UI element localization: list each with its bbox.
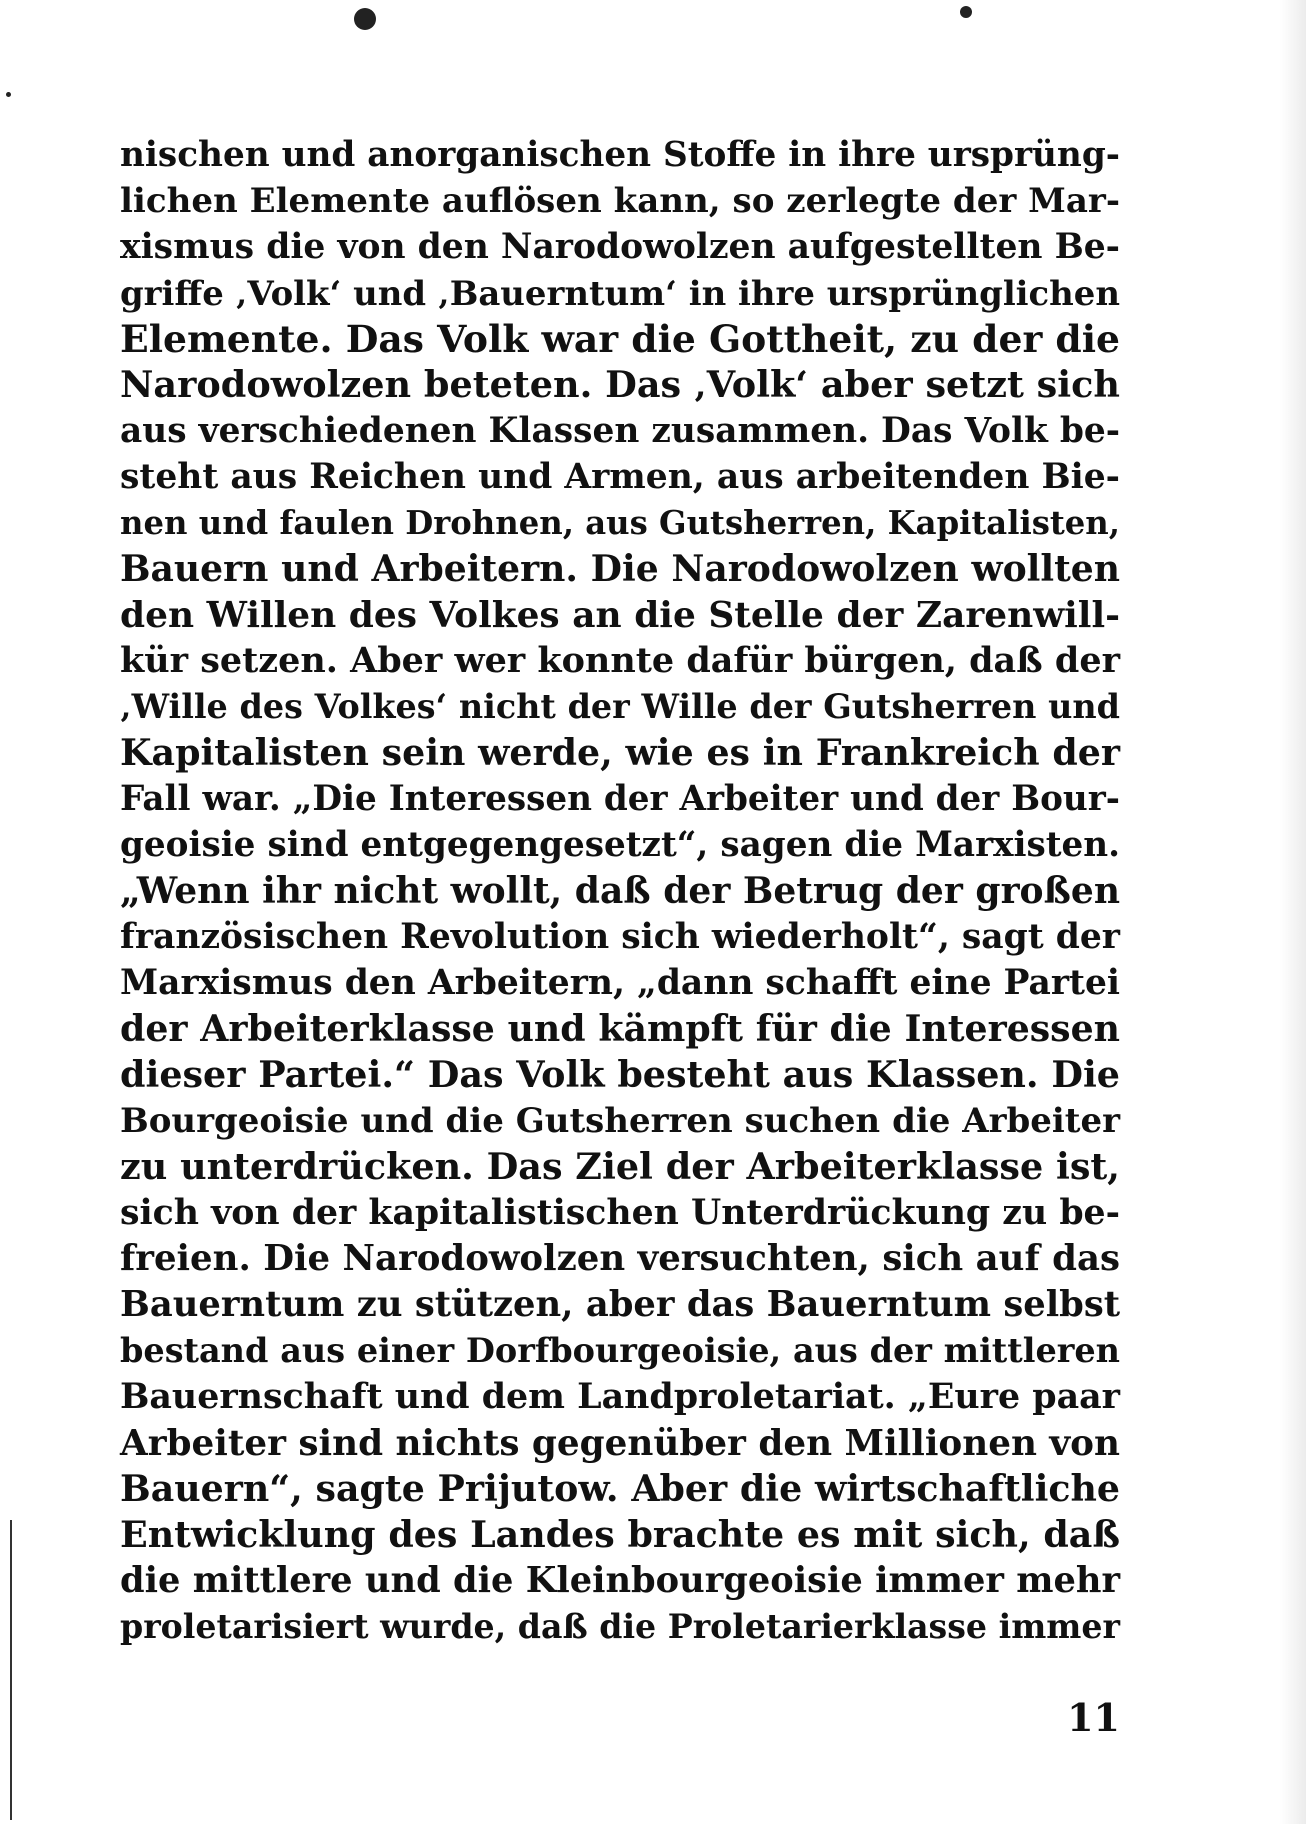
- page-edge-shadow: [1280, 0, 1306, 1824]
- text-line: ‚Wille des Volkes‘ nicht der Wille der Gutsherren und: [120, 687, 1120, 726]
- scan-speck: [6, 92, 11, 97]
- text-line: Marxismus den Arbeitern, „dann schafft eine Partei: [120, 963, 1120, 1003]
- text-line: aus verschiedenen Klassen zusammen. Das Volk be-: [120, 411, 1120, 451]
- text-line: den Willen des Volkes an die Stelle der Zarenwill-: [120, 594, 1120, 636]
- text-line: nen und faulen Drohnen, aus Gutsherren, Kapitalisten,: [120, 504, 1120, 542]
- page-edge-mark: [10, 1520, 12, 1820]
- text-line: Kapitalisten sein werde, wie es in Frankreich der: [120, 731, 1120, 774]
- text-line: Bauern“, sagte Prijutow. Aber die wirtschaftliche: [120, 1467, 1120, 1510]
- text-line: Elemente. Das Volk war die Gottheit, zu der die: [120, 317, 1120, 361]
- body-text: [120, 132, 1120, 1650]
- text-line: griffe ‚Volk‘ und ‚Bauerntum‘ in ihre ursprünglichen: [120, 273, 1120, 313]
- scan-speck: [960, 6, 972, 18]
- text-line: Narodowolzen beteten. Das ‚Volk‘ aber setzt sich: [120, 363, 1120, 406]
- text-line: xismus die von den Narodowolzen aufgestellten Be-: [120, 227, 1120, 267]
- text-line: dieser Partei.“ Das Volk besteht aus Klassen. Die: [120, 1053, 1120, 1096]
- text-line: steht aus Reichen und Armen, aus arbeitenden Bie-: [120, 457, 1120, 497]
- text-line: geoisie sind entgegengesetzt“, sagen die Marxisten.: [120, 825, 1120, 865]
- text-line: „Wenn ihr nicht wollt, daß der Betrug der großen: [120, 870, 1120, 912]
- text-line: sich von der kapitalistischen Unterdrückung zu be-: [120, 1192, 1120, 1233]
- text-line: zu unterdrücken. Das Ziel der Arbeiterklasse ist,: [120, 1145, 1120, 1188]
- text-line: der Arbeiterklasse und kämpft für die Interessen: [120, 1007, 1120, 1050]
- text-line: freien. Die Narodowolzen versuchten, sich auf das: [120, 1238, 1120, 1279]
- text-line: Bauernschaft und dem Landproletariat. „Eure paar: [120, 1376, 1120, 1417]
- text-line: Fall war. „Die Interessen der Arbeiter und der Bour-: [120, 779, 1120, 819]
- text-line: Bauerntum zu stützen, aber das Bauerntum selbst: [120, 1284, 1120, 1325]
- page-number: 11: [1067, 1695, 1120, 1740]
- text-line: Entwicklung des Landes brachte es mit sich, daß: [120, 1513, 1120, 1556]
- text-line: bestand aus einer Dorfbourgeoisie, aus der mittleren: [120, 1331, 1120, 1370]
- scan-speck: [354, 8, 376, 30]
- text-line: Arbeiter sind nichts gegenüber den Millionen von: [120, 1422, 1120, 1464]
- text-line: Bourgeoisie und die Gutsherren suchen die Arbeiter: [120, 1101, 1120, 1141]
- text-line: französischen Revolution sich wiederholt“, sagt der: [120, 917, 1120, 957]
- text-line: nischen und anorganischen Stoffe in ihre ursprüng-: [120, 135, 1120, 175]
- text-line: proletarisiert wurde, daß die Proletarierklasse immer: [120, 1607, 1120, 1646]
- text-line: Bauern und Arbeitern. Die Narodowolzen wollten: [120, 547, 1120, 590]
- text-line: die mittlere und die Kleinbourgeoisie immer mehr: [120, 1560, 1120, 1601]
- text-line: lichen Elemente auflösen kann, so zerlegte der Mar-: [120, 181, 1120, 221]
- text-line: kür setzen. Aber wer konnte dafür bürgen, daß der: [120, 640, 1120, 681]
